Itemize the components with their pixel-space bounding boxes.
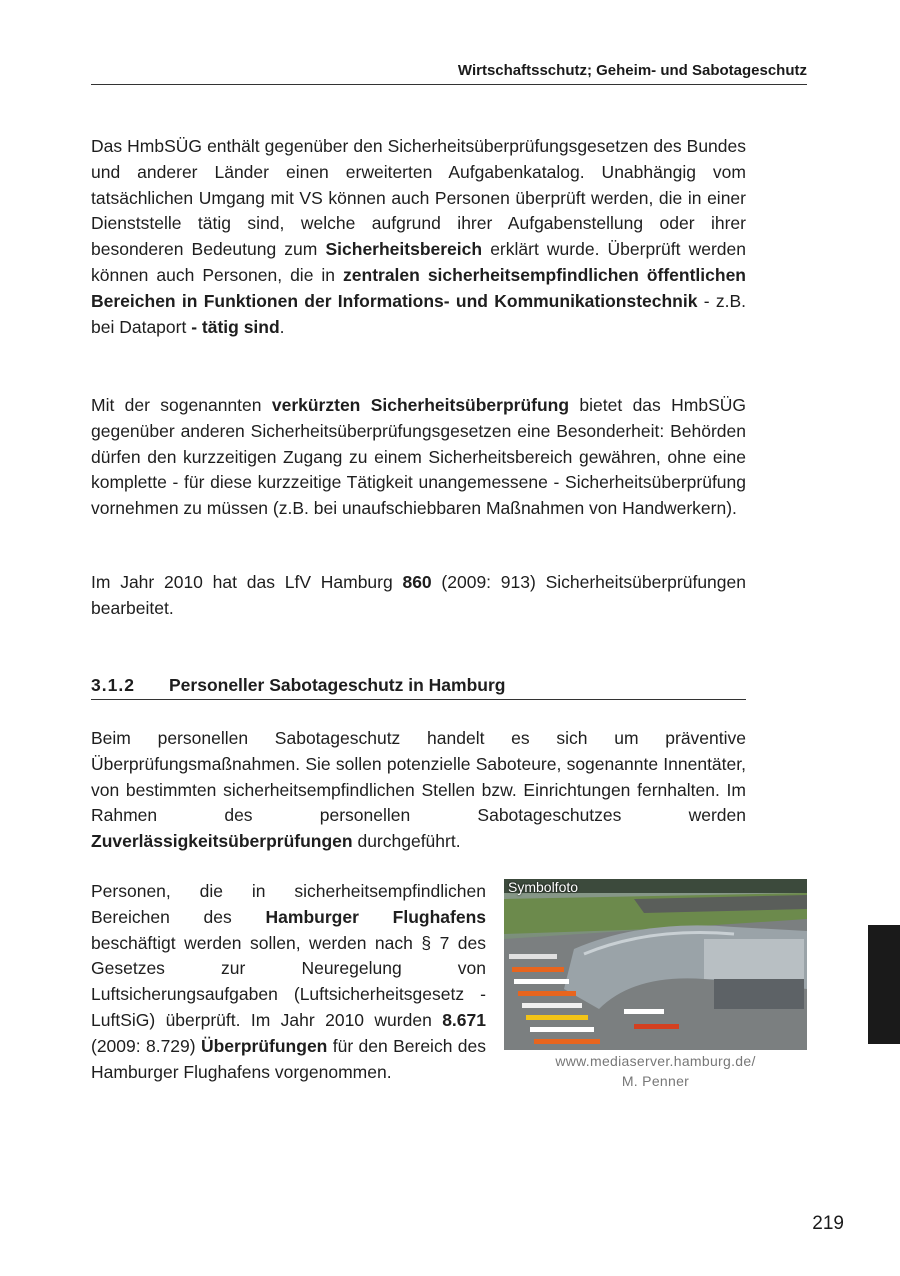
running-header: Wirtschaftsschutz; Geheim- und Sabotageschutz <box>91 62 807 85</box>
bold-term-verkuerzte-sicherheitsueberpruefung: verkürzten Sicherheitsüberprüfung <box>271 395 570 415</box>
section-title: Personeller Sabotageschutz in Hamburg <box>169 675 506 695</box>
bold-term-sicherheitsbereich: Sicherheitsbereich <box>325 239 483 260</box>
text-run: Im Jahr 2010 hat das LfV Hamburg <box>91 572 403 592</box>
bold-count-860: 860 <box>402 572 432 592</box>
bold-term-taetig-sind: - tätig sind <box>191 316 280 337</box>
bold-term-kommunikationstechnik: und Kommunikationstechnik <box>455 290 698 311</box>
paragraph-verkuerzte-pruefung <box>91 393 746 522</box>
bold-count-8671: 8.671 <box>442 1009 486 1030</box>
text-run: erklärt wurde. Überprüft werden können auch Personen, die in <box>91 239 746 285</box>
paragraph-statistik-2010 <box>91 570 746 622</box>
text-run: bietet das HmbSÜG gegenüber anderen Sicherheitsüberprüfungsgesetzen eine Besonderheit: Behörden dürfen den kurzzeitigen Zugang zu einem Sicherheitsbereich gewähren, ohne eine komplette - für diese kurzzeitige Tätigkeit unangemessene - Sicherheitsüberprüfung vornehmen zu müssen (z.B. bei unaufschiebbaren Maßnahmen von Handwerkern). <box>91 395 747 519</box>
text-run: beschäftigt werden sollen, werden nach § 7 des Gesetzes zur Neuregelung von Luftsicherungsaufgaben (Luftsicherheitsgesetz - LuftSiG) überprüft. Im Jahr 2010 wurden <box>91 932 486 1030</box>
parking-structure <box>714 979 804 1009</box>
text-run: Mit der sogenannten <box>91 395 272 415</box>
photo-credit-author: M. Penner <box>621 1073 690 1089</box>
chapter-thumb-tab <box>868 925 900 1044</box>
airport-aerial-illustration <box>504 879 807 1050</box>
text-run: durchgeführt. <box>352 831 461 852</box>
text-run: Beim personellen Sabotageschutz handelt es sich um präventive Überprüfungsmaßnahmen. Sie sollen potenzielle Saboteure, sogenannte Innentäter, von bestimmten sicherheitsempfindlichen Stellen bzw. Einrichtungen fernhalten. Im Rahmen des personellen Sabotageschutzes werden <box>91 728 746 826</box>
text-run: (2009: 8.729) <box>91 1035 201 1056</box>
text-run: Das HmbSÜG enthält gegenüber den Sicherheitsüberprüfungsgesetzen des Bundes und anderer Länder einen erweiterten Aufgabenkatalog. Unabhängig vom tatsächlichen Umgang mit VS können auch Personen überprüft werden, die in einer Dienststelle tätig sind, welche aufgrund ihrer Aufgabenstellung oder ihrer besonderen Bedeutung zum <box>91 136 746 260</box>
photo-credit <box>504 1051 807 1091</box>
bold-term-ikt-bereiche: zentralen sicherheitsempfindlichen öffentlichen Bereichen in Funktionen der Informations- <box>91 264 746 311</box>
text-run: Personen, die in sicherheitsempfindlichen Bereichen des <box>91 881 486 927</box>
photo-credit-source: www.mediaserver.hamburg.de/ <box>555 1053 756 1069</box>
photo-label: Symbolfoto <box>508 879 579 895</box>
text-run: für den Bereich des Hamburger Flughafens vorgenommen. <box>91 1035 487 1082</box>
terminal-building <box>704 939 804 979</box>
airport-photo <box>504 879 807 1050</box>
bold-term-zuverlaessigkeitsueberpruefungen: Zuverlässigkeitsüberprüfungen <box>91 831 353 852</box>
paragraph-sabotageschutz <box>91 726 746 855</box>
bold-term-ueberpruefungen: Überprüfungen <box>200 1035 328 1056</box>
text-run: . <box>279 316 285 337</box>
page-number: 219 <box>812 1213 844 1234</box>
text-run: - z.B. bei Dataport <box>91 290 746 337</box>
paragraph-flughafen <box>91 879 486 1085</box>
text-run: (2009: 913) Sicherheitsüberprüfungen bearbeitet. <box>91 572 746 618</box>
section-heading <box>91 675 746 700</box>
bold-term-hamburger-flughafen: Hamburger Flughafens <box>265 906 486 927</box>
paragraph-hmbsueg-scope <box>91 134 746 340</box>
section-number: 3.1.2 <box>91 675 135 695</box>
